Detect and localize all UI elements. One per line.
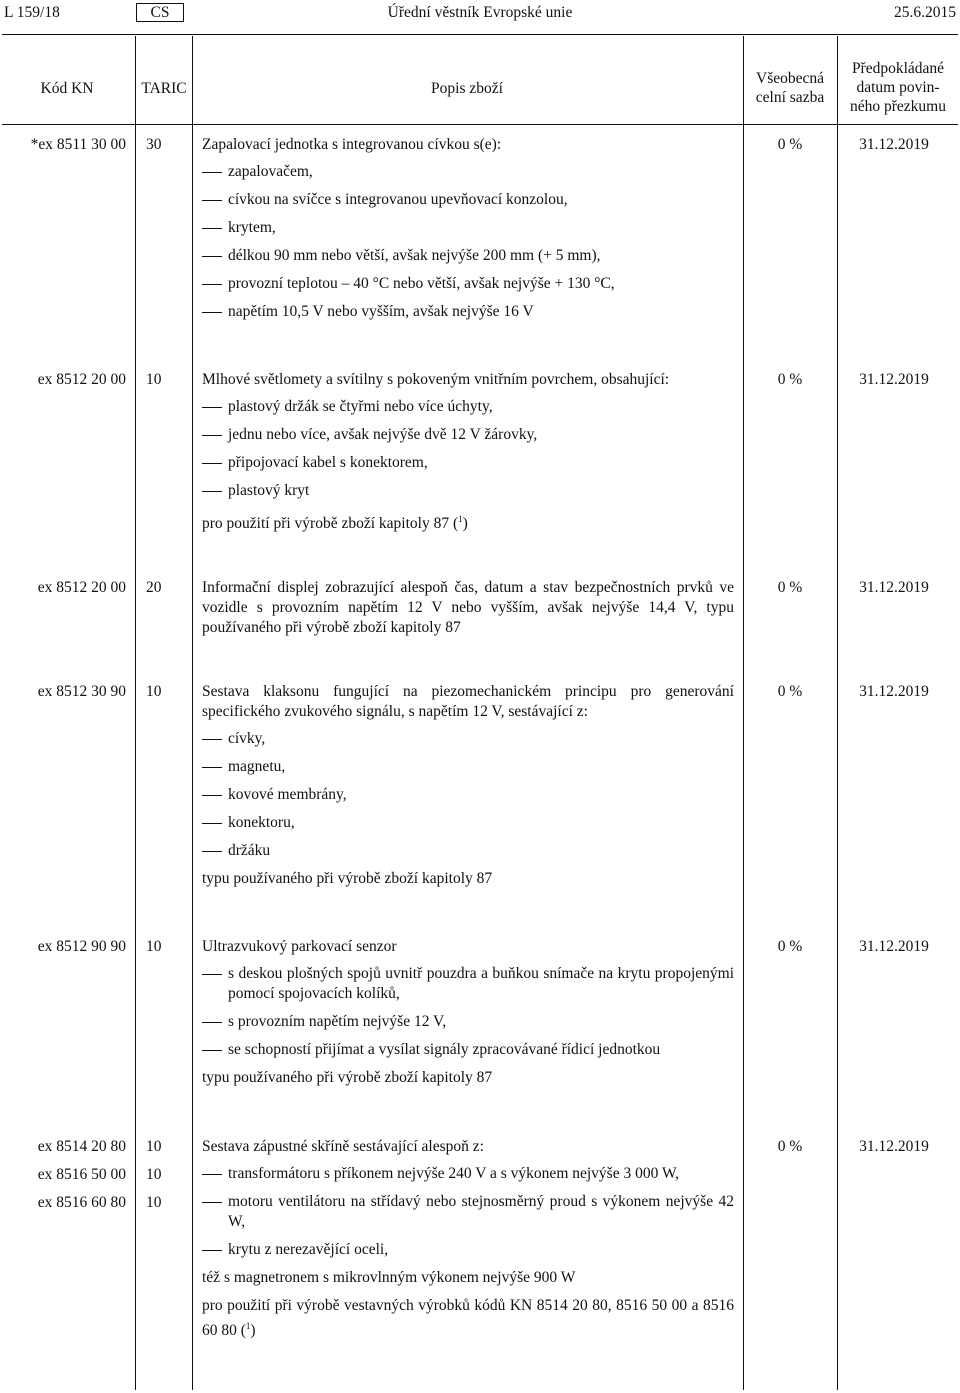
dash-item: kovové membrány, xyxy=(202,785,734,805)
kn-code-cell xyxy=(0,135,126,163)
table-header-rule xyxy=(2,124,958,125)
kn-code-cell xyxy=(0,370,126,398)
taric-code: 10 xyxy=(146,371,162,388)
taric-cell xyxy=(146,937,186,965)
kn-code: ex 8516 50 00 xyxy=(37,1166,126,1183)
column-divider xyxy=(743,36,744,1390)
duty-rate: 0 % xyxy=(777,1138,803,1155)
review-date: 31.12.2019 xyxy=(859,1138,929,1155)
dash-item: cívky, xyxy=(202,729,734,749)
journal-title: Úřední věstník Evropské unie xyxy=(387,4,573,21)
column-divider xyxy=(135,36,136,1390)
review-date: 31.12.2019 xyxy=(859,683,929,700)
column-header-datum-line: Předpokládané xyxy=(851,60,945,77)
dash-list xyxy=(202,1164,734,1260)
footnote-ref: 1 xyxy=(458,514,463,524)
dash-item: plastový kryt xyxy=(202,481,734,501)
usage-note: typu používaného při výrobě zboží kapitoly 87 xyxy=(202,870,493,887)
footnote-ref: 1 xyxy=(245,1321,251,1331)
kn-code: ex 8512 90 90 xyxy=(37,938,126,955)
usage-note-text: pro použití při výrobě zboží kapitoly 87 ( xyxy=(202,515,459,533)
dash-item: plastový držák se čtyřmi nebo více úchyty, xyxy=(202,397,734,417)
description-lead: Ultrazvukový parkovací senzor xyxy=(202,938,397,955)
dash-list xyxy=(202,162,734,322)
review-date: 31.12.2019 xyxy=(859,938,929,955)
description-cell xyxy=(202,578,734,638)
header-rule xyxy=(2,34,958,35)
column-header-datum-line: datum povin- xyxy=(856,79,940,96)
taric-cell xyxy=(146,135,186,163)
duty-rate: 0 % xyxy=(777,683,803,700)
dash-item: se schopností přijímat a vysílat signály zpracovávané řídicí jednotkou xyxy=(202,1040,734,1060)
description-lead: Zapalovací jednotka s integrovanou cívkou s(e): xyxy=(202,136,502,153)
usage-note-close: ) xyxy=(250,1322,256,1340)
taric-code: 10 xyxy=(146,938,162,955)
dash-item: s provozním napětím nejvýše 12 V, xyxy=(202,1012,734,1032)
taric-cell xyxy=(146,370,186,398)
review-date: 31.12.2019 xyxy=(859,371,929,388)
taric-cell xyxy=(146,682,186,710)
duty-rate: 0 % xyxy=(777,371,803,388)
dash-item: krytem, xyxy=(202,218,734,238)
description-cell xyxy=(202,1137,734,1349)
description-cell xyxy=(202,135,734,330)
usage-note-close: ) xyxy=(462,515,468,533)
dash-item: cívkou na svíčce s integrovanou upevňovací konzolou, xyxy=(202,190,734,210)
duty-rate: 0 % xyxy=(777,579,803,596)
kn-code-cell xyxy=(0,682,126,710)
dash-list xyxy=(202,729,734,861)
description-lead: Sestava zápustné skříně sestávající alespoň z: xyxy=(202,1138,484,1155)
review-date: 31.12.2019 xyxy=(859,579,929,596)
description-lead: Mlhové světlomety a svítilny s pokoveným vnitřním povrchem, obsahující: xyxy=(202,371,670,388)
review-date: 31.12.2019 xyxy=(859,136,929,153)
taric-code: 10 xyxy=(146,1138,162,1155)
running-header xyxy=(4,2,956,26)
column-header-datum-line: ného přezkumu xyxy=(850,98,946,115)
kn-code: ex 8512 30 90 xyxy=(37,683,126,700)
column-header-taric: TARIC xyxy=(141,80,187,97)
dash-item: držáku xyxy=(202,841,734,861)
taric-code: 10 xyxy=(146,1166,162,1183)
usage-note-text: pro použití při výrobě vestavných výrobků kódů KN 8514 20 80, 8516 50 00 a 8516 60 80 ( xyxy=(202,1297,734,1340)
publication-date: 25.6.2015 xyxy=(894,4,956,21)
description-lead: Sestava klaksonu fungující na piezomechanickém principu pro generování specifického zvukového signálu, s napětím 12 V, sestávající z: xyxy=(202,683,734,720)
usage-note: typu používaného při výrobě zboží kapitoly 87 xyxy=(202,1069,493,1086)
additional-note: též s magnetronem s mikrovlnným výkonem nejvýše 900 W xyxy=(202,1269,576,1286)
dash-list xyxy=(202,964,734,1060)
kn-code: *ex 8511 30 00 xyxy=(30,136,126,153)
taric-code: 10 xyxy=(146,1194,162,1211)
column-header-datum xyxy=(838,59,958,116)
taric-code: 30 xyxy=(146,136,162,153)
kn-code: ex 8516 60 80 xyxy=(37,1194,126,1211)
taric-code: 10 xyxy=(146,683,162,700)
dash-item: magnetu, xyxy=(202,757,734,777)
dash-item: připojovací kabel s konektorem, xyxy=(202,453,734,473)
kn-code-cell xyxy=(0,937,126,965)
column-divider xyxy=(837,36,838,1390)
taric-cell xyxy=(146,578,186,606)
kn-code: ex 8512 20 00 xyxy=(37,579,126,596)
kn-code-cell xyxy=(0,578,126,606)
column-header-sazba xyxy=(744,69,836,107)
taric-cell xyxy=(146,1137,186,1221)
dash-item: motoru ventilátoru na střídavý nebo stejnosměrný proud s výkonem nejvýše 42 W, xyxy=(202,1192,734,1232)
duty-rate: 0 % xyxy=(777,136,803,153)
description-lead: Informační displej zobrazující alespoň čas, datum a stav bezpečnostních prvků ve vozidle s provozním napětím 12 V nebo vyšším, avšak nejvýše 14,4 V, typu používaného při výrobě zboží kapitoly 87 xyxy=(202,579,734,636)
column-header-kod-kn: Kód KN xyxy=(40,80,94,97)
dash-item: jednu nebo více, avšak nejvýše dvě 12 V žárovky, xyxy=(202,425,734,445)
kn-code-cell xyxy=(0,1137,126,1221)
kn-code: ex 8514 20 80 xyxy=(37,1138,126,1155)
dash-item: krytu z nerezavějící oceli, xyxy=(202,1240,734,1260)
dash-item: konektoru, xyxy=(202,813,734,833)
dash-item: transformátoru s příkonem nejvýše 240 V a s výkonem nejvýše 3 000 W, xyxy=(202,1164,734,1184)
dash-item: délkou 90 mm nebo větší, avšak nejvýše 200 mm (+ 5 mm), xyxy=(202,246,734,266)
usage-note xyxy=(202,509,734,534)
column-header-sazba-line: Všeobecná xyxy=(756,70,824,87)
description-cell xyxy=(202,370,734,542)
usage-note xyxy=(202,1296,734,1341)
dash-list xyxy=(202,397,734,501)
description-cell xyxy=(202,937,734,1096)
dash-item: napětím 10,5 V nebo vyšším, avšak nejvýše 16 V xyxy=(202,302,734,322)
column-header-popis: Popis zboží xyxy=(431,80,503,97)
dash-item: provozní teplotou – 40 °C nebo větší, avšak nejvýše + 130 °C, xyxy=(202,274,734,294)
column-divider xyxy=(192,36,193,1390)
kn-code: ex 8512 20 00 xyxy=(37,371,126,388)
taric-code: 20 xyxy=(146,579,162,596)
dash-item: s deskou plošných spojů uvnitř pouzdra a buňkou snímače na krytu propojenými pomocí spojovacích kolíků, xyxy=(202,964,734,1004)
language-badge: CS xyxy=(136,3,184,22)
column-header-sazba-line: celní sazba xyxy=(755,89,825,106)
page-reference: L 159/18 xyxy=(4,4,60,21)
description-cell xyxy=(202,682,734,897)
duty-rate: 0 % xyxy=(777,938,803,955)
dash-item: zapalovačem, xyxy=(202,162,734,182)
